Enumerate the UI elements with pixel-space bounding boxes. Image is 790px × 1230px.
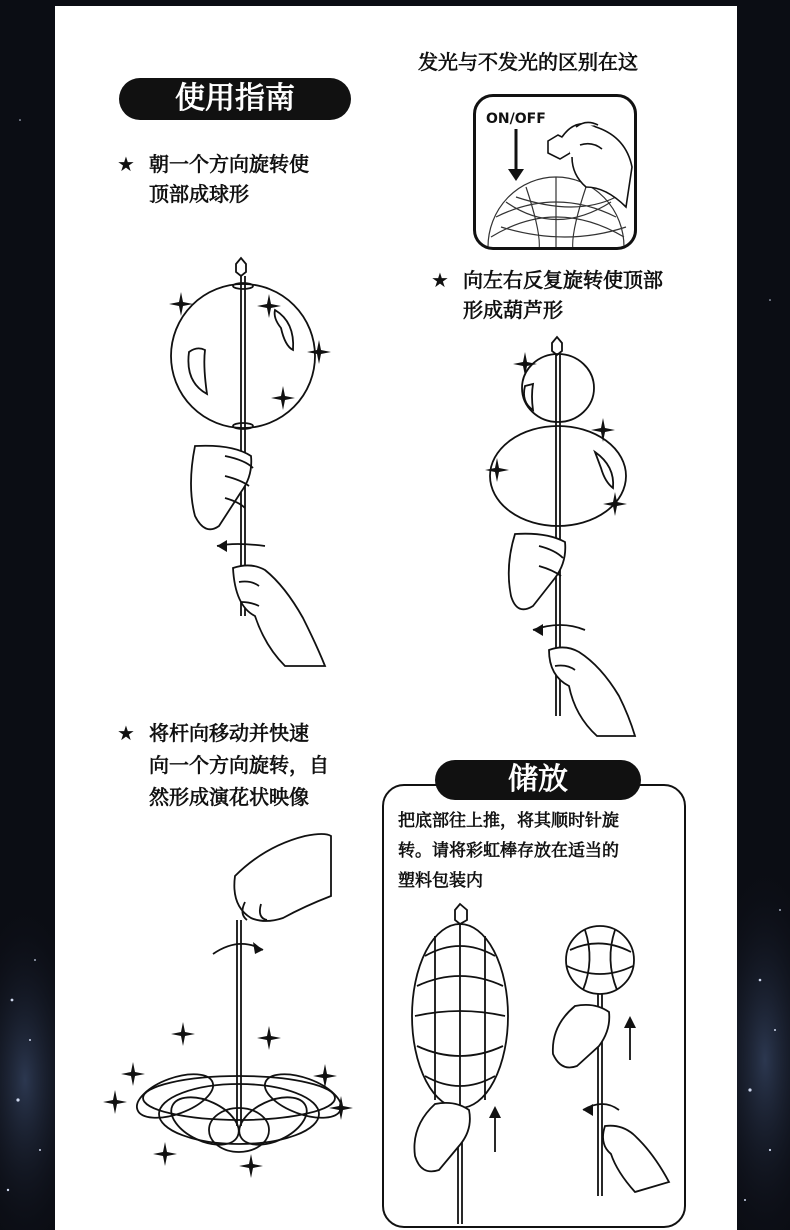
step-3-line-1: 将杆向移动并快速 bbox=[149, 721, 309, 745]
step-3-line-3: 然形成演花状映像 bbox=[149, 785, 309, 809]
flower-spin-illustration bbox=[131, 834, 346, 1154]
ball-storage-illustration bbox=[553, 926, 669, 1196]
illustrations bbox=[55, 6, 737, 1230]
step-1-line-2: 顶部成球形 bbox=[149, 182, 249, 206]
step-1-line-1: 朝一个方向旋转使 bbox=[149, 152, 309, 176]
storage-line-2: 转。请将彩虹棒存放在适当的 bbox=[398, 841, 619, 861]
storage-title: 储放 bbox=[435, 760, 641, 800]
step-3-line-2: 向一个方向旋转，自 bbox=[149, 753, 329, 777]
capsule-storage-illustration bbox=[412, 904, 508, 1224]
sphere-wand-illustration bbox=[171, 258, 325, 666]
bullet-star-icon: ★ bbox=[117, 721, 135, 745]
storage-line-3: 塑料包装内 bbox=[398, 871, 483, 891]
step-2-line-2: 形成葫芦形 bbox=[463, 298, 563, 322]
bullet-star-icon: ★ bbox=[431, 268, 449, 292]
sparkle-icon bbox=[103, 292, 627, 1178]
difference-caption: 发光与不发光的区别在这 bbox=[418, 50, 638, 74]
storage-line-1: 把底部往上推，将其顺时针旋 bbox=[398, 811, 619, 831]
up-arrow-icon bbox=[624, 1016, 636, 1060]
guide-title: 使用指南 bbox=[119, 78, 351, 120]
bullet-star-icon: ★ bbox=[117, 152, 135, 176]
step-2-line-1: 向左右反复旋转使顶部 bbox=[463, 268, 663, 292]
gourd-wand-illustration bbox=[490, 337, 635, 736]
up-arrow-icon bbox=[489, 1106, 501, 1152]
onoff-label: ON/OFF bbox=[486, 111, 546, 127]
instruction-sheet bbox=[55, 6, 737, 1230]
